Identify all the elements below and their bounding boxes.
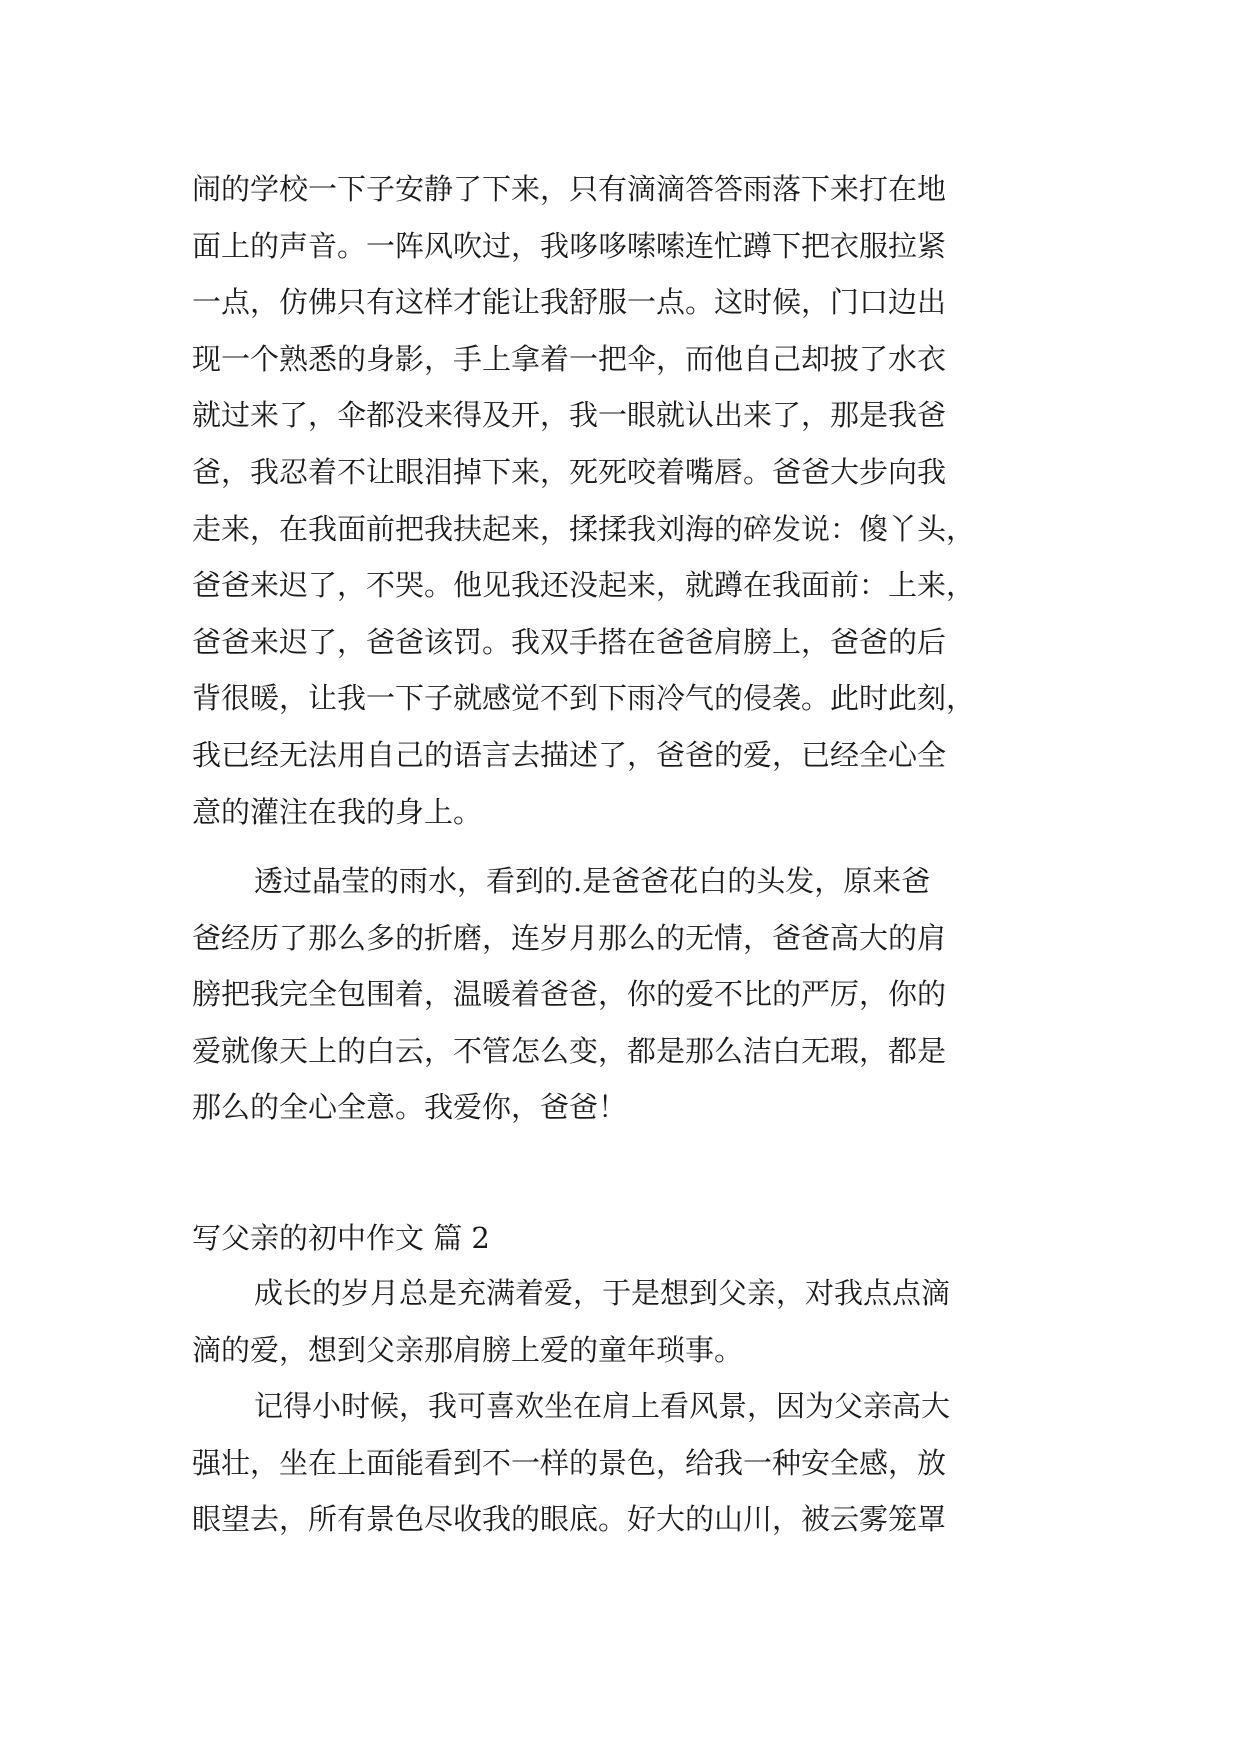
paragraph-line: 我已经无法用自己的语言去描述了，爸爸的爱，已经全心全 — [192, 737, 947, 772]
paragraph-line: 面上的声音。一阵风吹过，我哆哆嗦嗦连忙蹲下把衣服拉紧 — [192, 228, 947, 263]
paragraph-line: 爸，我忍着不让眼泪掉下来，死死咬着嘴唇。爸爸大步向我 — [192, 454, 947, 489]
paragraph-line: 那么的全心全意。我爱你，爸爸！ — [192, 1090, 628, 1125]
paragraph-line: 记得小时候，我可喜欢坐在肩上看风景，因为父亲高大 — [254, 1389, 951, 1423]
paragraph-line: 眼望去，所有景色尽收我的眼底。好大的山川，被云雾笼罩 — [192, 1502, 947, 1537]
paragraph-line: 爸经历了那么多的折磨，连岁月那么的无情，爸爸高大的肩 — [192, 920, 947, 955]
paragraph-line: 爱就像天上的白云，不管怎么变，都是那么洁白无瑕，都是 — [192, 1033, 947, 1068]
paragraph-line: 意的灌注在我的身上。 — [192, 794, 483, 829]
paragraph-line: 滴的爱，想到父亲那肩膀上爱的童年琐事。 — [192, 1332, 744, 1367]
paragraph-2 — [192, 853, 1052, 1136]
paragraph-line: 走来，在我面前把我扶起来，揉揉我刘海的碎发说：傻丫头， — [192, 511, 976, 546]
paragraph-line: 闹的学校一下子安静了下来，只有滴滴答答雨落下来打在地 — [192, 172, 947, 206]
paragraph-line: 强壮，坐在上面能看到不一样的景色，给我一种安全感，放 — [192, 1445, 947, 1480]
paragraph-line: 背很暖，让我一下子就感觉不到下雨冷气的侵袭。此时此刻， — [192, 681, 976, 716]
paragraph-line: 就过来了，伞都没来得及开，我一眼就认出来了，那是我爸 — [192, 398, 947, 433]
paragraph-line: 一点，仿佛只有这样才能让我舒服一点。这时候，门口边出 — [192, 285, 947, 320]
paragraph-line: 爸爸来迟了，不哭。他见我还没起来，就蹲在我面前：上来， — [192, 568, 976, 603]
section-heading: 写父亲的初中作文 篇 2 — [192, 1221, 490, 1255]
paragraph-3 — [192, 1265, 1052, 1378]
paragraph-line: 膀把我完全包围着，温暖着爸爸，你的爱不比的严厉，你的 — [192, 977, 947, 1012]
paragraph-line: 透过晶莹的雨水，看到的.是爸爸花白的头发，原来爸 — [254, 864, 931, 898]
paragraph-line: 爸爸来迟了，爸爸该罚。我双手搭在爸爸肩膀上，爸爸的后 — [192, 624, 947, 659]
paragraph-line: 现一个熟悉的身影，手上拿着一把伞，而他自己却披了水衣 — [192, 341, 947, 376]
paragraph-1 — [192, 161, 1052, 840]
paragraph-4 — [192, 1378, 1052, 1548]
paragraph-line: 成长的岁月总是充满着爱，于是想到父亲，对我点点滴 — [254, 1276, 951, 1310]
